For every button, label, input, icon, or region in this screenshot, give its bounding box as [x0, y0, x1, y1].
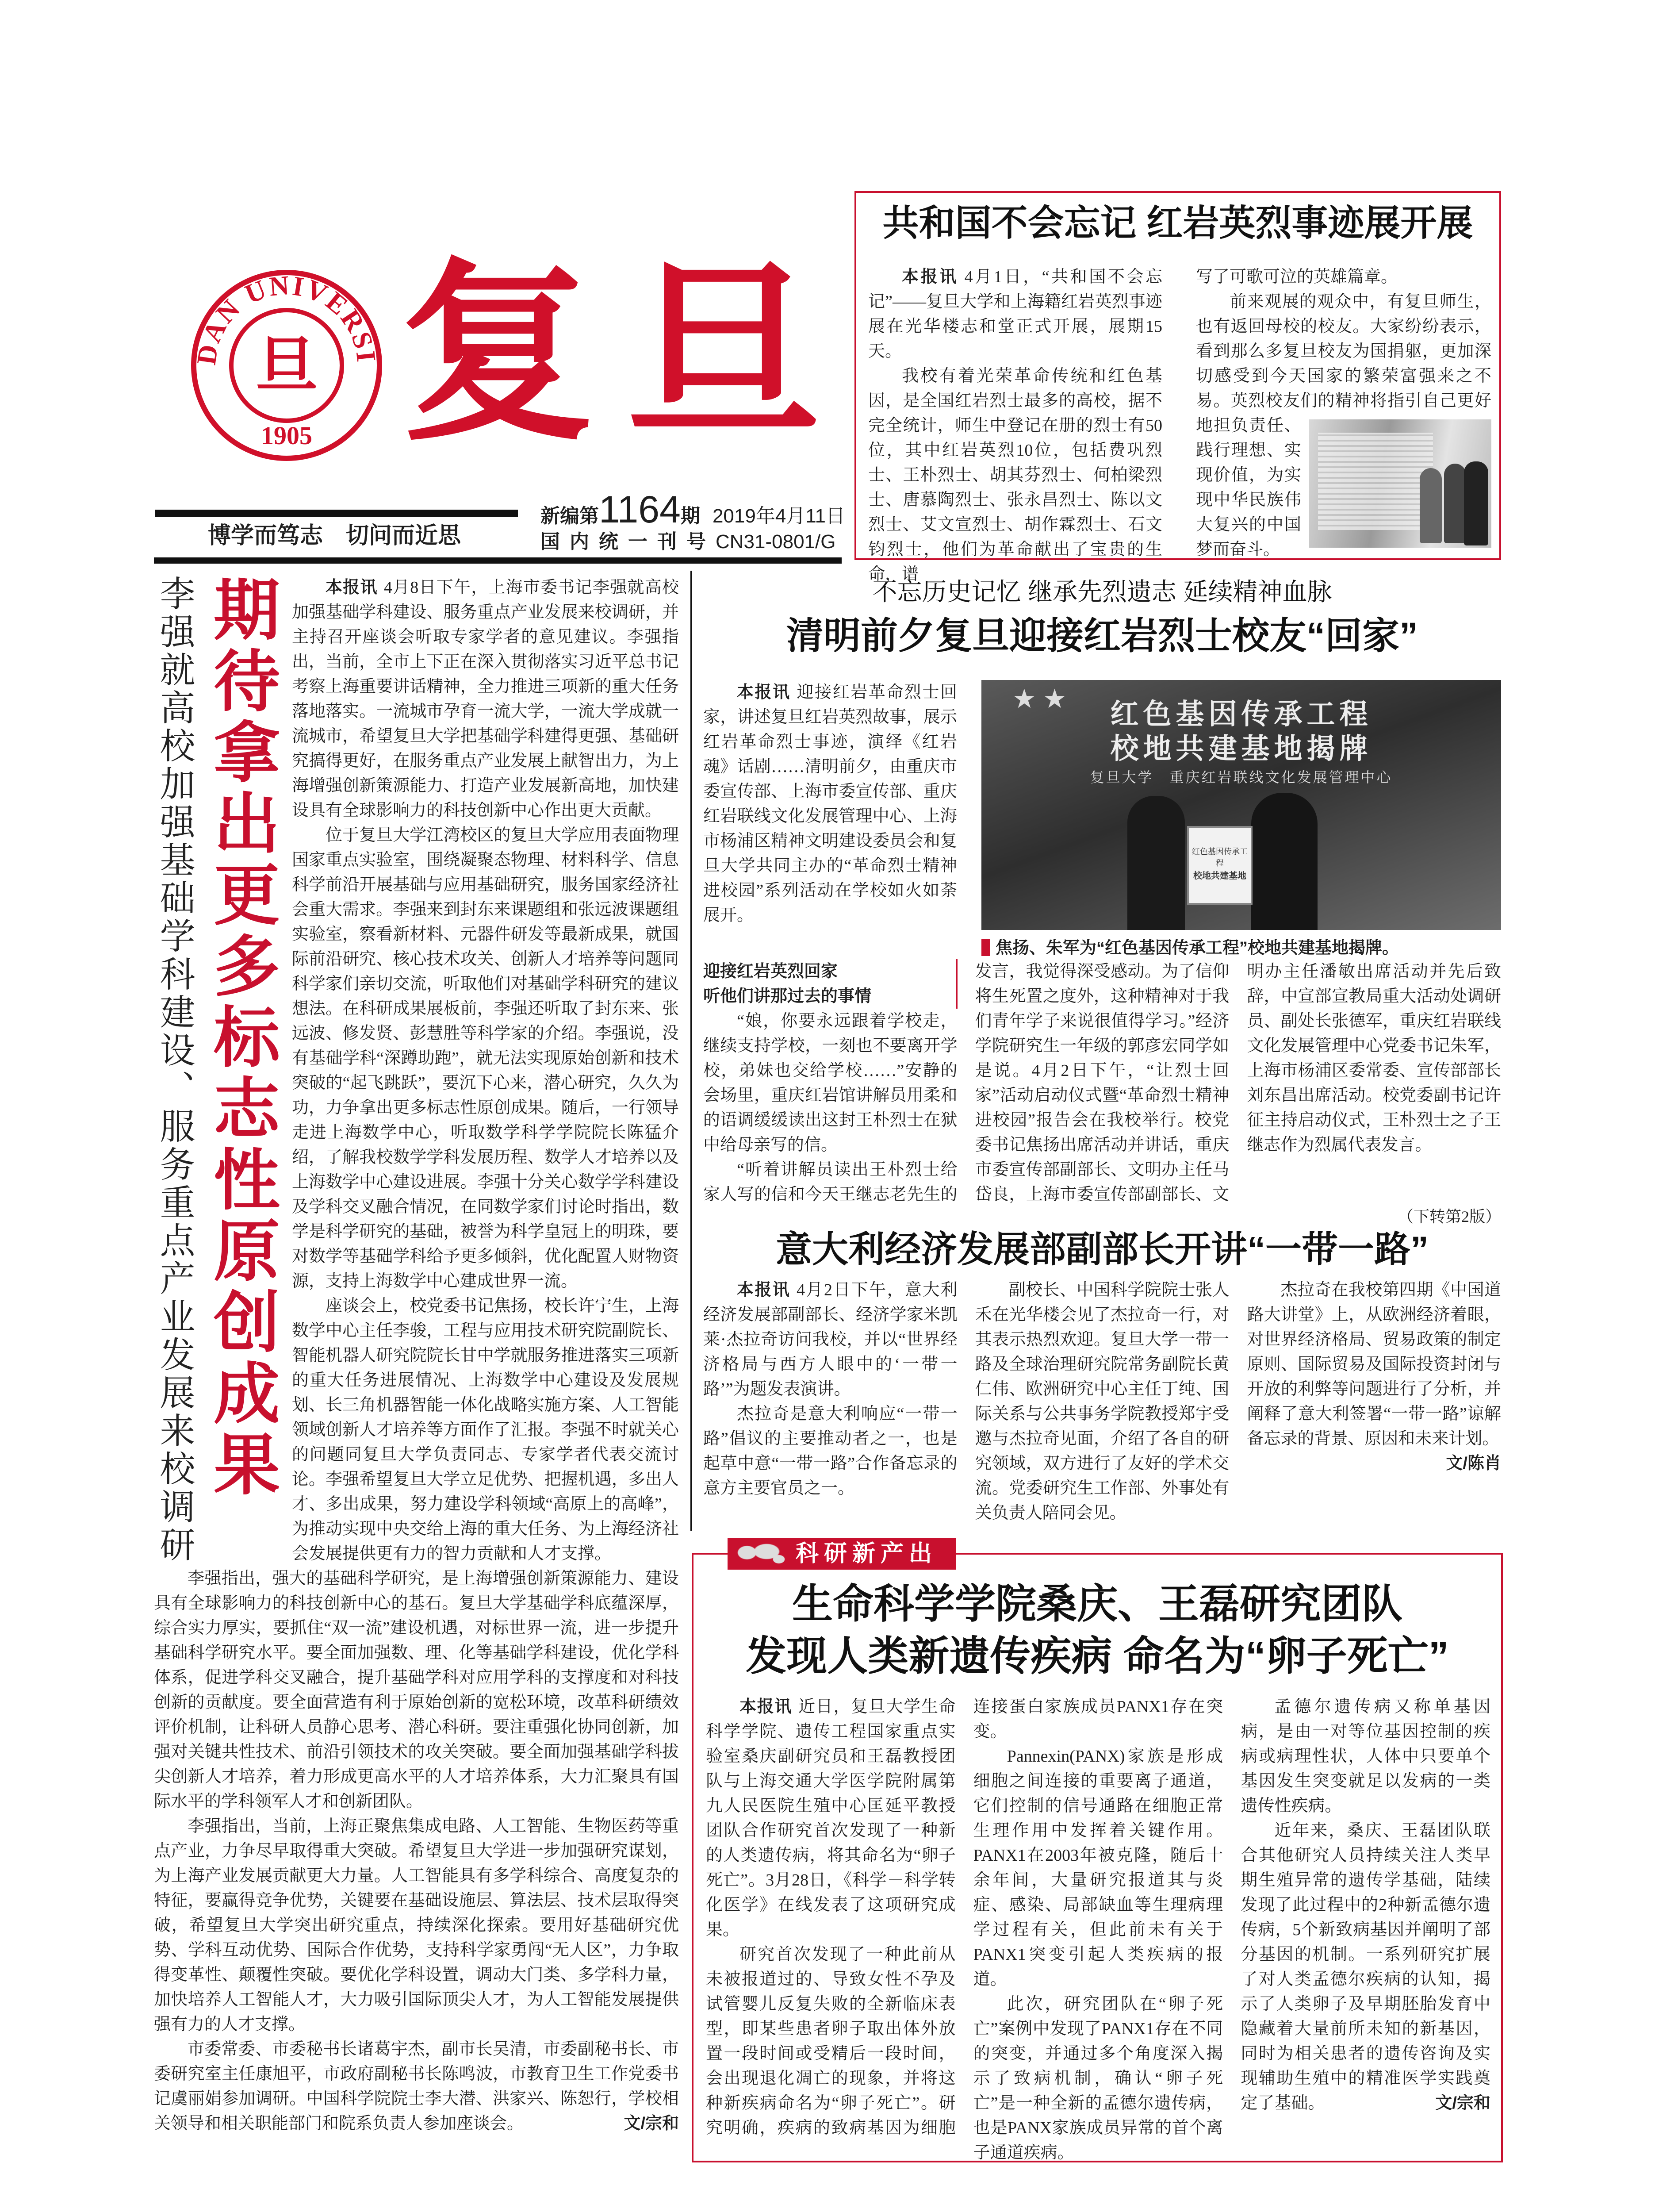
- paragraph: 市委常委、市委秘书长诸葛宇杰，副市长吴清，市委副秘书长、市委研究室主任康旭平，市政府副秘书长陈鸣波，市教育卫生工作党委书记虞丽娟参加调研。中国科学院院士李大潜、洪家兴、陈恕行，学校相关领导和相关职能部门和院系负责人参加座谈会。 文/宗和: [154, 2037, 679, 2136]
- paragraph: 近年来，桑庆、王磊团队联合其他研究人员持续关注人类早期生殖异常的遗传学基础，陆续发现了此过程中的2种新孟德尔遗传病，5个新致病基因并阐明了部分基因的机制。一系列研究扩展了对人类孟德尔疾病的认知，揭示了人类卵子及早期胚胎发育中隐藏着大量前所未知的新基因，同时为相关患者的遗传咨询及实现辅助生殖中的精准医学实践奠定了基础。 文/宗和: [1241, 1818, 1490, 2116]
- world-map-icon: [734, 1543, 787, 1565]
- dateline: 本报讯: [326, 578, 378, 597]
- paragraph: 研究首次发现了一种此前从未被报道过的、导致女性不孕及试管婴儿反复失败的全新临床表型，即某些患者卵子取出体外放置一段时间或受精后一段时间，会出现退化凋亡的现象，并将这种新疾病命名为“卵子死亡”。研究明确，疾病的致病基因为细胞连接蛋白家族成员PANX1存在突变。: [706, 1697, 1223, 2137]
- svg-text:1905: 1905: [261, 421, 312, 450]
- photo-sign-line2: 校地共建基地揭牌: [1110, 733, 1372, 764]
- paragraph: 本报讯 迎接红岩革命烈士回家，讲述复旦红岩英烈故事，展示红岩革命烈士事迹，演绎《红岩魂》话剧……清明前夕，由重庆市委宣传部、上海市委宣传部、重庆红岩联线文化发展管理中心、上海市杨浦区精神文明建设委员会和复旦大学共同主办的“革命烈士精神进校园”系列活动在学校如火如荼展开。: [703, 683, 957, 925]
- italy-body: [703, 1278, 1501, 1525]
- paragraph: “娘，你要永远跟着学校走，继续支持学校，一刻也不要离开学校，弟妹也交给学校……”安静的会场里，重庆红岩馆讲解员用柔和的语调缓缓读出这封王朴烈士在狱中给母亲写的信。: [703, 1012, 958, 1154]
- byline: 文/陈肖: [1446, 1454, 1501, 1473]
- university-seal-logo: [189, 268, 384, 463]
- lead-article: [154, 575, 679, 2136]
- top-feature-col2: [1196, 265, 1491, 562]
- svg-text:旦: 旦: [255, 332, 318, 400]
- section-banner: 科研新产出: [728, 1538, 956, 1570]
- photo-sign-line3: 复旦大学 重庆红岩联线文化发展管理中心: [1090, 769, 1393, 785]
- dateline: 本报讯: [737, 683, 791, 702]
- flag-star-icon: ★ ★: [1012, 684, 1067, 714]
- issue-prefix: 新编第: [540, 505, 599, 527]
- paragraph: 此次，研究团队在“卵子死亡”案例中发现了PANX1存在不同的突变，并通过多个角度深入揭示了致病机制，确认“卵子死亡”是一种全新的孟德尔遗传病，也是PANX家族成员异常的首个离子通道疾病。: [973, 1995, 1223, 2162]
- dateline: 本报讯: [737, 1281, 791, 1299]
- research-body: [706, 1694, 1490, 2165]
- lead-vertical-title: 李强就高校加强基础学科建设、服务重点产业发展来校调研: [155, 575, 194, 1564]
- paragraph: 位于复旦大学江湾校区的复旦大学应用表面物理国家重点实验室，围绕凝聚态物理、材料科学、信息科学前沿开展基础与应用基础研究，服务国家经济社会重大需求。李强来到封东来课题组和张远波课题组实验室，察看新材料、元器件研发等最新成果，就国际前沿研究、核心技术攻关、创新人才培养等问题同科学家们亲切交流，听取他们对基础学科研究的建议想法。在科研成果展板前，李强还听取了封东来、张远波、修发贤、彭慧胜等科学家的介绍。李强说，没有基础学科“深蹲助跑”，就无法实现原始创新和技术突破的“起飞跳跃”，要沉下心来，潜心研究，久久为功，力争拿出更多标志性原创成果。随后，一行领导走进上海数学中心，听取数学科学学院院长陈猛介绍，了解我校数学学科发展历程、数学人才培养以及上海数学中心建设进展。李强十分关心数学学科建设及学科交叉融合情况，在同数学家们讨论时指出，数学是科学研究的基础，被誉为科学皇冠上的明珠，要对数学等基础学科给予更多倾斜，优化配置人财物资源，支持上海数学中心建成世界一流。: [292, 826, 679, 1290]
- school-motto: 博学而笃志 切问而近思: [208, 523, 461, 549]
- paragraph: 前来观展的观众中，有复旦师生，也有返回母校的校友。大家纷纷表示，看到那么多复旦校友为国捐躯，更加深切感受到今天国家的繁荣富强来之不易。英烈校友们的精神将指引自己更好地担负责任、践行理想、实现价值，为实现中华民族伟大复兴的中国梦而奋斗。: [1196, 292, 1491, 559]
- paragraph: 李强指出，当前，上海正聚焦集成电路、人工智能、生物医药等重点产业，力争尽早取得重大突破。希望复旦大学进一步加强研究谋划，为上海产业发展贡献更大力量。人工智能具有多学科综合、高度复杂的特征，要赢得竞争优势，关键要在基础设施层、算法层、技术层取得突破，希望复旦大学突出研究重点，持续深化探索。要用好基础研究优势、学科互动优势、国际合作优势，支持科学家勇闯“无人区”，力争取得变革性、颠覆性突破。要优化学科设置，调动大门类、多学科力量，加快培养人工智能人才，大力吸引国际顶尖人才，为人工智能发展提供强有力的人才支撑。: [154, 1817, 679, 2034]
- top-feature-col1: [868, 265, 1162, 587]
- qingming-lead: [703, 680, 957, 928]
- paragraph: 李强指出，强大的基础科学研究，是上海增强创新策源能力、建设具有全球影响力的科技创新中心的基石。复旦大学基础学科底蕴深厚，综合实力厚实，要抓住“双一流”建设机遇，对标世界一流，进一步提升基础科学研究水平。要全面加强数、理、化等基础学科建设，优化学科体系，促进学科交叉融合，提升基础学科对应用学科的支撑度和对科技创新的贡献度。要全面营造有利于原始创新的宽松环境，改革科研绩效评价机制，让科研人员静心思考、潜心科研。要注重强化协同创新，加强对关键共性技术、前沿引领技术的攻关突破。要全面加强基础学科拔尖创新人才培养，着力形成更高水平的人才培养体系，大力汇聚具有国际水平的学科领军人才和创新团队。: [154, 1569, 679, 1811]
- issue-line: [540, 488, 845, 534]
- research-title-line2: 发现人类新遗传疾病 命名为“卵子死亡”: [746, 1634, 1449, 1679]
- continued-note[interactable]: （下转第2版）: [1397, 1208, 1501, 1225]
- dateline: 本报讯: [902, 268, 958, 286]
- paragraph: 副校长、中国科学院院士张人禾在光华楼会见了杰拉奇一行，对其表示热烈欢迎。复旦大学一带一路及全球治理研究院常务副院长黄仁伟、欧洲研究中心主任丁纯、国际关系与公共事务学院教授郑宇受邀与杰拉奇见面，介绍了各自的研究领域，双方进行了友好的学术交流。党委研究生工作部、外事处有关负责人陪同会见。: [975, 1281, 1230, 1522]
- top-feature-title: 共和国不会忘记 红岩英烈事迹展开展: [882, 203, 1473, 243]
- paragraph: 我校有着光荣革命传统和红色基因，是全国红岩烈士最多的高校，据不完全统计，师生中登记在册的烈士有50位，其中红岩英烈10位，包括费巩烈士、王朴烈士、胡其芬烈士、何柏梁烈士、唐慕陶烈士、张永昌烈士、陈以文烈士、艾文宣烈士、胡作霖烈士、石文钧烈士，他们为革命献出了宝贵的生命，谱: [868, 367, 1162, 584]
- photo-caption: 焦扬、朱军为“红色基因传承工程”校地共建基地揭牌。: [981, 937, 1399, 959]
- photo-sign-line1: 红色基因传承工程: [1110, 699, 1372, 730]
- italy-title: 意大利经济发展部副部长开讲“一带一路”: [775, 1229, 1429, 1270]
- paragraph: 杰拉奇是意大利响应“一带一路”倡议的主要推动者之一，也是起草中意“一带一路”合作备忘录的意方主要官员之一。: [703, 1405, 958, 1498]
- cn-number: CN31-0801/G: [716, 531, 836, 553]
- paragraph: 写了可歌可泣的英雄篇章。: [1196, 268, 1398, 286]
- cn-label: 国内统一刊号: [540, 531, 716, 553]
- dateline: 本报讯: [739, 1697, 793, 1716]
- masthead-title: 复旦: [400, 248, 851, 464]
- paragraph: 本报讯 4月1日，“共和国不会忘记”——复旦大学和上海籍红岩英烈事迹展在光华楼志和堂正式开展，展期15天。: [868, 268, 1162, 361]
- svg-text:FUDAN UNIVERSITY: DAN UNIVERSI: [191, 270, 382, 367]
- qingming-subhead: 迎接红岩英烈回家 听他们讲那过去的事情: [703, 959, 958, 1009]
- issue-number: 1164: [599, 488, 681, 531]
- paragraph: Pannexin(PANX)家族是形成细胞之间连接的重要离子通道，它们控制的信号通路在细胞正常生理作用中发挥着关键作用。PANX1在2003年被克隆，随后十余年间，大量研究报道其与炎症、感染、局部缺血等生理病理学过程有关，但此前未有关于PANX1突变引起人类疾病的报道。: [973, 1747, 1223, 1989]
- exhibition-photo: [1309, 419, 1491, 548]
- paragraph: “听着讲解员读出王朴烈士给家人写的信和今天王继志老先生的发言，我觉得深受感动。为了信仰将生死置之度外，这种精神对于我们青年学子来说很值得学习。”经济学院研究生一年级的郭彦宏同学如是说。4月2日下午，“让烈士回家”活动启动仪式暨“革命烈士精神进校园”报告会在我校举行。校党委书记焦扬出席活动并讲话，重庆市委宣传部副部长、文明办主任马岱良，上海市委宣传部副部长、文明办主任潘敏出席活动并先后致辞，中宣部宣教局重大活动处调研员、副处长张德军，重庆红岩联线文化发展管理中心党委书记朱军，上海市杨浦区委常委、宣传部部长刘东昌出席活动。校党委副书记许征主持启动仪式，王朴烈士之子王继志作为烈属代表发言。: [703, 962, 1501, 1204]
- paragraph: 本报讯 4月8日下午，上海市委书记李强就高校加强基础学科建设、服务重点产业发展来校调研，并主持召开座谈会听取专家学者的意见建议。李强指出，当前，全市上下正在深入贯彻落实习近平总书记考察上海重要讲话精神，全力推进三项新的重大任务落地落实。一流城市孕育一流大学，一流大学成就一流城市，希望复旦大学把基础学科建得更强、基础研究搞得更好，在服务重点产业发展上献智出力，为上海增强创新策源能力、打造产业发展新高地，加快建设具有全球影响力的科技创新中心作出更大贡献。: [292, 578, 679, 820]
- issue-suffix: 期: [680, 505, 700, 527]
- ceremony-photo: [981, 680, 1501, 930]
- byline: 文/宗和: [1435, 2094, 1490, 2112]
- caption-marker: [981, 939, 990, 956]
- issue-date: 2019年4月11日: [712, 505, 845, 527]
- masthead-bottom-rule: [154, 557, 842, 564]
- paragraph: 本报讯 4月2日下午，意大利经济发展部副部长、经济学家米凯莱·杰拉奇访问我校，并以“世界经济格局与西方人眼中的‘一带一路’”为题发表演讲。: [703, 1281, 958, 1398]
- qingming-title: 清明前夕复旦迎接红岩烈士校友“回家”: [786, 615, 1418, 657]
- qingming-body: [703, 959, 1501, 1207]
- paragraph: 座谈会上，校党委书记焦扬，校长许宁生，上海数学中心主任李骏，工程与应用技术研究院副院长、智能机器人研究院院长甘中学就服务推进落实三项新的重大任务进展情况、上海数学中心建设及发展规划、长三角机器智能一体化战略实施方案、人工智能领域创新人才培养等方面作了汇报。李强不时就关心的问题同复旦大学负责同志、专家学者代表交流讨论。李强希望复旦大学立足优势、把握机遇，多出人才、多出成果，努力建设学科领域“高原上的高峰”，为推动实现中央交给上海的重大任务、为上海经济社会发展提供更有力的智力贡献和人才支撑。: [292, 1297, 679, 1563]
- byline: 文/宗和: [624, 2114, 679, 2133]
- column-divider: [690, 571, 692, 1531]
- publication-number: [540, 529, 835, 555]
- research-title-line1: 生命科学学院桑庆、王磊研究团队: [792, 1582, 1402, 1627]
- paragraph: 杰拉奇在我校第四期《中国道路大讲堂》上，从欧洲经济着眼，对世界经济格局、贸易政策的制定原则、国际贸易及国际投资封闭与开放的利弊等问题进行了分析，并阐释了意大利签署“一带一路”谅解备忘录的背景、原因和未来计划。 文/陈肖: [1247, 1278, 1501, 1451]
- paragraph: 本报讯 近日，复旦大学生命科学学院、遗传工程国家重点实验室桑庆副研究员和王磊教授团队与上海交通大学医学院附属第九人民医院生殖中心匡延平教授团队合作研究首次发现了一种新的人类遗传病，将其命名为“卵子死亡”。3月28日，《科学－科学转化医学》在线发表了这项研究成果。: [706, 1697, 956, 1939]
- plaque: 红色基因传承工程 校地共建基地: [1187, 826, 1253, 905]
- masthead-top-rule: [155, 510, 518, 517]
- paragraph: 孟德尔遗传病又称单基因病，是由一对等位基因控制的疾病或病理性状，人体中只要单个基因发生突变就足以发病的一类遗传性疾病。: [1241, 1697, 1490, 1815]
- lead-main-title: 期待拿出更多标志性原创成果: [204, 575, 278, 1501]
- qingming-kicker: 不忘历史记忆 继承先烈遗志 延续精神血脉: [872, 578, 1332, 606]
